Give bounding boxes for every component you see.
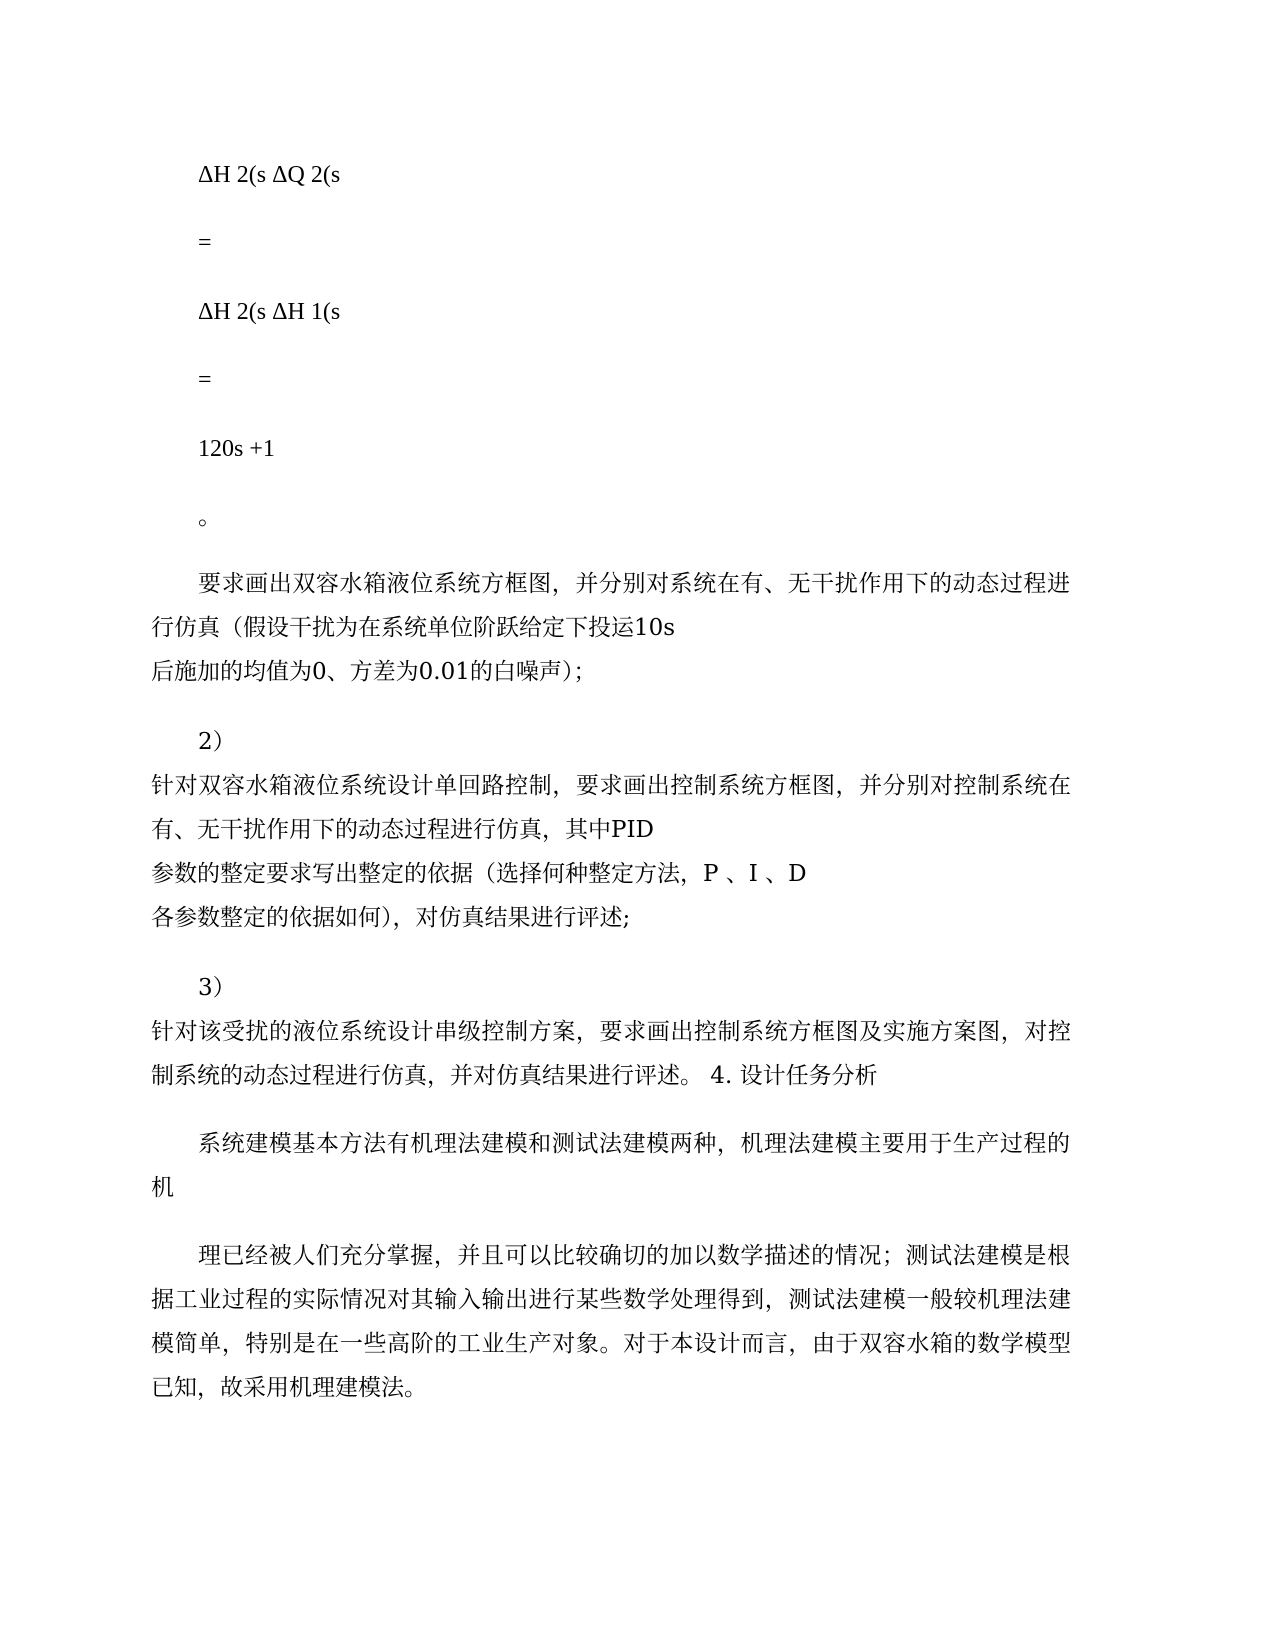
item2-line-2: 有、无干扰作用下的动态过程进行仿真，其中PID — [151, 817, 655, 843]
para2-line-1: 系统建模基本方法有机理法建模和测试法建模两种，机理法建模主要用于生产过程的 — [198, 1131, 1070, 1157]
para3-line-2: 据工业过程的实际情况对其输入输出进行某些数学处理得到，测试法建模一般较机理法建 — [151, 1287, 1071, 1313]
para3-line-1: 理已经被人们充分掌握，并且可以比较确切的加以数学描述的情况；测试法建模是根 — [198, 1243, 1070, 1269]
formula-equals-2: = — [198, 367, 212, 393]
formula-line-2: ΔH 2(s ΔH 1(s — [198, 299, 341, 325]
para2-line-2: 机 — [151, 1175, 174, 1201]
item2-line-1: 针对双容水箱液位系统设计单回路控制，要求画出控制系统方框图，并分别对控制系统在 — [151, 773, 1071, 799]
para1-line-2: 行仿真（假设干扰为在系统单位阶跃给定下投运10s — [151, 615, 676, 641]
formula-equals-1: = — [198, 230, 212, 256]
formula-period: 。 — [198, 504, 222, 530]
item3-line-1: 针对该受扰的液位系统设计串级控制方案，要求画出控制系统方框图及实施方案图，对控 — [151, 1019, 1071, 1045]
item2-line-3: 参数的整定要求写出整定的依据（选择何种整定方法，P 、I 、D — [151, 861, 807, 887]
item2-line-4: 各参数整定的依据如何），对仿真结果进行评述; — [151, 905, 631, 931]
para1-line-3: 后施加的均值为0、方差为0.01的白噪声）； — [151, 659, 597, 685]
item3-number: 3） — [198, 975, 236, 1001]
para1-line-1: 要求画出双容水箱液位系统方框图，并分别对系统在有、无干扰作用下的动态过程进 — [198, 571, 1070, 597]
para3-line-4: 已知，故采用机理建模法。 — [151, 1375, 427, 1401]
formula-line-3: 120s +1 — [198, 436, 275, 462]
item3-line-2: 制系统的动态过程进行仿真，并对仿真结果进行评述。 4. 设计任务分析 — [151, 1063, 878, 1089]
item2-number: 2） — [198, 729, 236, 755]
formula-line-1: ΔH 2(s ΔQ 2(s — [198, 162, 341, 188]
para3-line-3: 模简单，特别是在一些高阶的工业生产对象。对于本设计而言，由于双容水箱的数学模型 — [151, 1331, 1071, 1357]
